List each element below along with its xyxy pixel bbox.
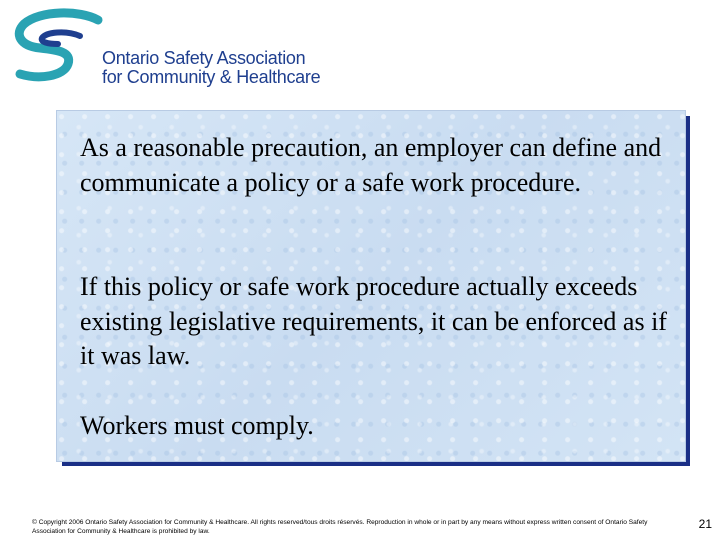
copyright-notice: © Copyright 2006 Ontario Safety Association for Community & Healthcare. All rights reserved/tous droits réservés. Reproduction in whole or in part by any means without express written consent of Ontario Safety Association for Community & Healthcare is prohibited by law. [32, 519, 648, 535]
paragraph-enforcement: If this policy or safe work procedure actually exceeds existing legislative requirements, it can be enforced as if it was law. [80, 272, 667, 370]
page-number: 21 [698, 517, 712, 531]
org-logo [10, 6, 321, 87]
osach-logo-icon [10, 6, 106, 86]
paragraph-precaution: As a reasonable precaution, an employer can define and communicate a policy or a safe work procedure. [80, 133, 662, 197]
org-name-line2: for Community & Healthcare [102, 67, 321, 87]
org-name-line1: Ontario Safety Association [102, 48, 306, 68]
paragraph-comply: Workers must comply. [80, 411, 314, 440]
